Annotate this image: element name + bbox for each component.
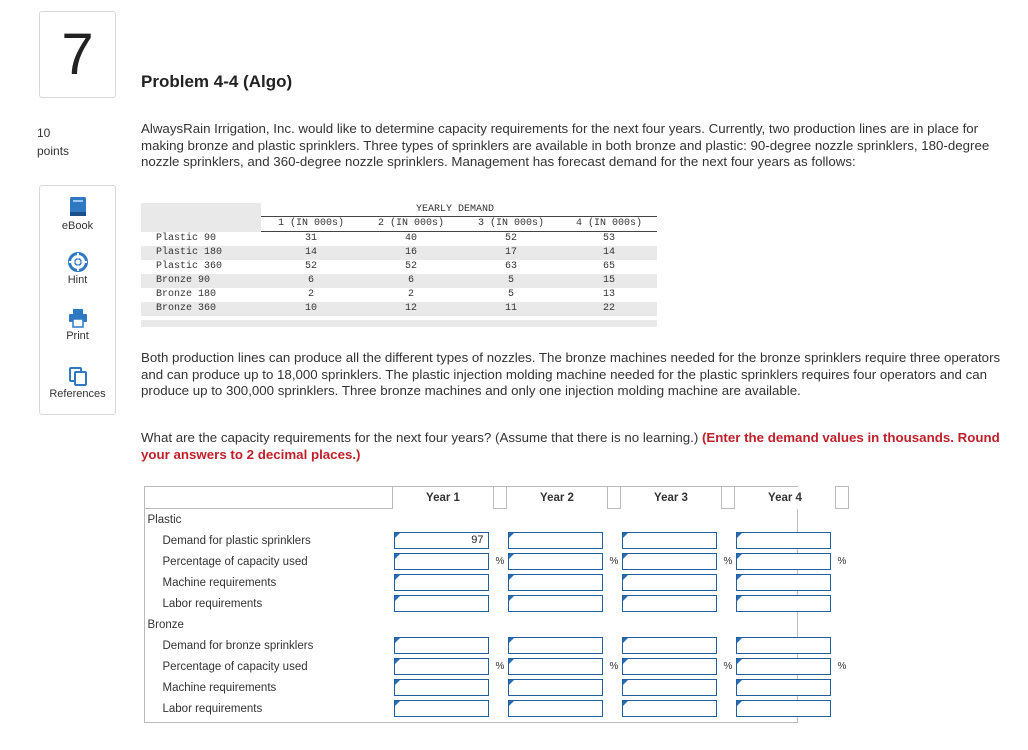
demand-value: 52: [304, 261, 317, 272]
intro-paragraph: AlwaysRain Irrigation, Inc. would like to determine capacity requirements for the next four years. Currently, two production lines are in place for making bronze and plastic sprinklers. Three types of sprinklers are available in both bronze and plastic: 90-degree nozzle sprinklers, 180-degree nozzle sprinklers, and 360-degree nozzle sprinklers. Management has forecast demand for the next four years as follows:: [141, 121, 990, 169]
bronze-demand-year3-input[interactable]: [622, 637, 717, 654]
bronze-machine-row: [145, 677, 849, 698]
demand-value: 6: [407, 275, 414, 286]
references-label: References: [49, 388, 106, 400]
points-label: points: [37, 144, 70, 158]
percent-sign: %: [495, 661, 505, 672]
demand-value: 6: [307, 275, 314, 286]
demand-table: [141, 203, 657, 327]
bronze-demand-row: [145, 635, 849, 656]
demand-row-label: Plastic 360: [156, 261, 223, 272]
problem-title: Problem 4-4 (Algo): [141, 72, 293, 91]
row-label: Demand for bronze sprinklers: [162, 639, 314, 652]
hint-button[interactable]: [40, 252, 115, 286]
demand-value: 22: [602, 303, 615, 314]
bronze-capacity-row: [145, 656, 849, 677]
plastic-labor-year4-input[interactable]: [736, 595, 831, 612]
year-1-header: Year 1: [393, 487, 494, 509]
plastic-section-row: [145, 509, 849, 531]
bronze-labor-year2-input[interactable]: [508, 700, 603, 717]
demand-value: 52: [504, 233, 517, 244]
demand-value: 5: [507, 275, 514, 286]
demand-value: 53: [602, 233, 615, 244]
ebook-button[interactable]: [40, 196, 115, 232]
year-4-header: Year 4: [735, 487, 836, 509]
plastic-capacity-year4-input[interactable]: [736, 553, 831, 570]
demand-value: 2: [307, 289, 314, 300]
demand-row: [141, 302, 657, 316]
plastic-machine-year1-input[interactable]: [394, 574, 489, 591]
bronze-section-row: [145, 614, 849, 635]
bronze-machine-year2-input[interactable]: [508, 679, 603, 696]
bronze-demand-year4-input[interactable]: [736, 637, 831, 654]
bronze-machine-year1-input[interactable]: [394, 679, 489, 696]
demand-value: 16: [404, 247, 417, 258]
bronze-capacity-year2-input[interactable]: [508, 658, 603, 675]
demand-row: [141, 260, 657, 274]
year-2-header: Year 2: [507, 487, 608, 509]
references-button[interactable]: [40, 366, 115, 400]
demand-row-label: Bronze 180: [156, 289, 217, 300]
bronze-labor-row: [145, 698, 849, 719]
row-label: Labor requirements: [162, 702, 263, 715]
plastic-capacity-row: [145, 551, 849, 572]
percent-sign: %: [837, 556, 847, 567]
print-button[interactable]: [40, 308, 115, 342]
lifebuoy-icon: [68, 252, 88, 272]
question-text: What are the capacity requirements for the next four years? (Assume that there is no learning.): [141, 430, 699, 445]
percent-sign: %: [723, 556, 733, 567]
answer-table: [144, 486, 849, 719]
plastic-labor-row: [145, 593, 849, 614]
demand-value: 11: [504, 303, 517, 314]
plastic-demand-row: [145, 530, 849, 551]
bronze-machine-year3-input[interactable]: [622, 679, 717, 696]
demand-value: 14: [304, 247, 317, 258]
row-label: Percentage of capacity used: [162, 660, 308, 673]
demand-row: [141, 232, 657, 246]
demand-value: 12: [404, 303, 417, 314]
demand-table-title: YEARLY DEMAND: [415, 204, 494, 215]
plastic-section-label: Plastic: [147, 513, 182, 526]
demand-value: 10: [304, 303, 317, 314]
demand-value: 17: [504, 247, 517, 258]
demand-table-footer: [141, 320, 657, 327]
plastic-machine-year4-input[interactable]: [736, 574, 831, 591]
demand-value: 13: [602, 289, 615, 300]
demand-value: 65: [602, 261, 615, 272]
demand-row: [141, 274, 657, 288]
demand-value: 31: [304, 233, 317, 244]
plastic-labor-year3-input[interactable]: [622, 595, 717, 612]
demand-row-label: Plastic 90: [156, 233, 217, 244]
plastic-machine-row: [145, 572, 849, 593]
percent-sign: %: [723, 661, 733, 672]
bronze-capacity-year3-input[interactable]: [622, 658, 717, 675]
percent-sign: %: [609, 556, 619, 567]
print-label: Print: [66, 330, 89, 342]
bronze-capacity-year1-input[interactable]: [394, 658, 489, 675]
instruction-text: (Enter the demand values in thousands. Round your answers to 2 decimal places.): [141, 430, 1000, 462]
hint-label: Hint: [67, 274, 88, 286]
bronze-demand-year2-input[interactable]: [508, 637, 603, 654]
demand-value: 5: [507, 289, 514, 300]
year-3-header: Year 3: [621, 487, 722, 509]
bronze-machine-year4-input[interactable]: [736, 679, 831, 696]
answer-header-row: [145, 487, 849, 509]
printer-icon: [68, 308, 88, 328]
demand-value: 63: [504, 261, 517, 272]
plastic-demand-year2-input[interactable]: [508, 532, 603, 549]
demand-row-label: Bronze 90: [156, 275, 211, 286]
demand-row-label: Plastic 180: [156, 247, 223, 258]
demand-table-corner: [141, 203, 261, 232]
question-number: 7: [39, 11, 116, 98]
row-label: Labor requirements: [162, 597, 263, 610]
row-label: Percentage of capacity used: [162, 555, 308, 568]
bronze-demand-year1-input[interactable]: [394, 637, 489, 654]
bronze-labor-year1-input[interactable]: [394, 700, 489, 717]
points-value: 10: [37, 126, 51, 140]
plastic-demand-year4-input[interactable]: [736, 532, 831, 549]
demand-header: 1 (IN 000s): [277, 218, 344, 229]
plastic-demand-year3-input[interactable]: [622, 532, 717, 549]
demand-value: 40: [404, 233, 417, 244]
demand-header: 3 (IN 000s): [477, 218, 544, 229]
points-display: [37, 124, 69, 160]
production-lines-paragraph: Both production lines can produce all the different types of nozzles. The bronze machines needed for the bronze sprinklers require three operators and can produce up to 18,000 sprinklers. The plastic injection molding machine needed for the plastic sprinklers requires four operators and can produce up to 300,000 sprinklers. Three bronze machines and only one injection molding machine are available.: [141, 350, 1001, 398]
ebook-label: eBook: [61, 220, 94, 232]
demand-row: [141, 246, 657, 260]
plastic-labor-year2-input[interactable]: [508, 595, 603, 612]
row-label: Demand for plastic sprinklers: [162, 534, 311, 547]
demand-value: 14: [602, 247, 615, 258]
plastic-machine-year2-input[interactable]: [508, 574, 603, 591]
sidebar: [39, 185, 116, 415]
plastic-labor-year1-input[interactable]: [394, 595, 489, 612]
percent-sign: %: [609, 661, 619, 672]
bronze-labor-year3-input[interactable]: [622, 700, 717, 717]
book-icon: [68, 196, 88, 218]
percent-sign: %: [837, 661, 847, 672]
plastic-capacity-year1-input[interactable]: [394, 553, 489, 570]
demand-header: 2 (IN 000s): [377, 218, 444, 229]
percent-sign: %: [495, 556, 505, 567]
question-paragraph: [141, 430, 1016, 463]
demand-row: [141, 288, 657, 302]
row-label: Machine requirements: [162, 681, 277, 694]
bronze-section-label: Bronze: [147, 618, 184, 631]
plastic-machine-year3-input[interactable]: [622, 574, 717, 591]
plastic-capacity-year3-input[interactable]: [622, 553, 717, 570]
demand-value: 52: [404, 261, 417, 272]
row-label: Machine requirements: [162, 576, 277, 589]
plastic-demand-year1-input[interactable]: 97: [394, 532, 489, 549]
demand-value: 2: [407, 289, 414, 300]
copy-icon: [68, 366, 88, 386]
plastic-capacity-year2-input[interactable]: [508, 553, 603, 570]
bronze-labor-year4-input[interactable]: [736, 700, 831, 717]
demand-row-label: Bronze 360: [156, 303, 217, 314]
bronze-capacity-year4-input[interactable]: [736, 658, 831, 675]
demand-value: 15: [602, 275, 615, 286]
demand-header: 4 (IN 000s): [575, 218, 642, 229]
